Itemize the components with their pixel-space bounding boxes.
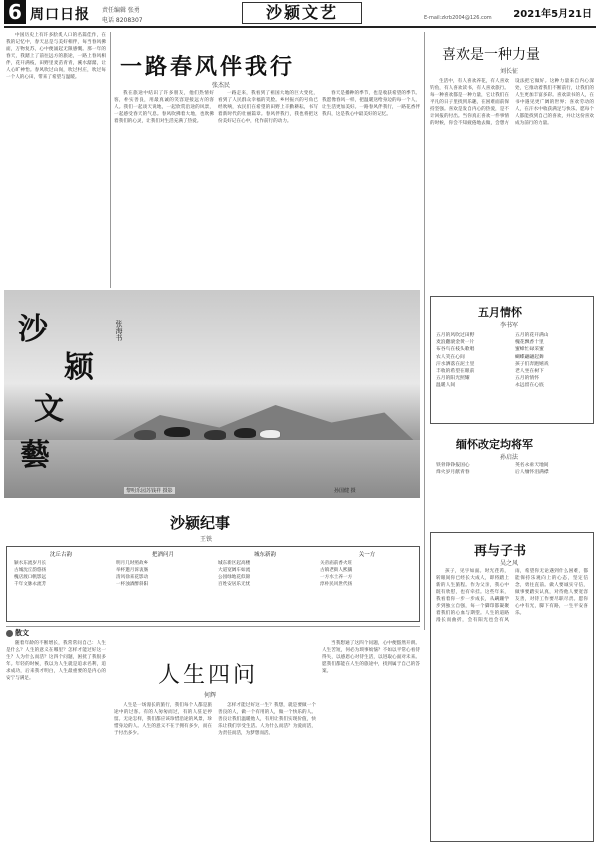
letter-title: 再与子书 (474, 544, 527, 559)
poem-line: 颍水东流岁月长 (14, 561, 47, 566)
essay-body (430, 78, 594, 286)
page-number: 6 (4, 0, 26, 24)
shaying-group-2 (116, 550, 210, 620)
calligraphy-signature: 张海书 (115, 320, 123, 341)
poem-line: 淳朴民风世代扬 (320, 582, 353, 587)
prose-section-label-text: 散文 (15, 628, 29, 637)
contact-email: E-mail:zkrb2004@126.com (424, 15, 492, 21)
poem-line: 英名永垂天地间 (515, 463, 549, 468)
poem-resolve-author: 孙启法 (500, 454, 519, 461)
essay-author: 刘长征 (500, 68, 519, 75)
poem-line: 清风徐来花影动 (116, 575, 149, 580)
poem-line: 古城沈丘韵悠扬 (14, 568, 47, 573)
editor-contact: 电话 8208307 (102, 17, 143, 24)
poem-line: 农人笑在心间 (436, 354, 465, 360)
photo-caption: 黎明乐园苏钱祥 摄影 (126, 488, 173, 494)
lead-col-4 (322, 90, 420, 288)
issue-date: 2021年5月21日 (513, 9, 592, 20)
pen-icon (6, 630, 13, 637)
poem-line: 蝴蝶翩翩起舞 (515, 354, 544, 360)
prose-col-4-text: 当我想通了这四个问题，心中便豁然开朗。人生苦短，何必为琐事烦恼？不如以平常心看待得失，以感恩心对待生活，以进取心面对未来。愿我们都能在人生的旅途中，找到属于自己的答案。 (322, 641, 420, 674)
poem-line: 一方水土养一方 (320, 575, 353, 580)
section-title: 沙颍文艺 (242, 2, 362, 24)
poem-may-title: 五月情怀 (478, 306, 522, 319)
masthead (4, 0, 596, 28)
poem-line: 孩子们奔跑嬉戏 (515, 361, 549, 367)
lead-col-4-text: 春天是播种的季节，也是收获希望的季节。我愿像春风一样，把温暖送给身边的每一个人，让生活更加美好。一路春风伴我行，一路花香伴我归，这是我心中最美好的记忆。 (322, 91, 420, 117)
poem-line: 古镇老街人熙攘 (320, 568, 353, 573)
poem-line: 蜜蜂忙碌采蜜 (515, 347, 544, 353)
poem-line: 公园绿地花似锦 (218, 575, 251, 580)
poem-may-lines (436, 332, 588, 390)
letter-body (436, 568, 588, 838)
lead-col-1-text: 中国历史上有许多脍炙人口的名篇佳作，在我的记忆中，春天总是与美好相伴，每当春风拂面，万物复苏，心中便涌起无限感慨。那一年的春天，我踏上了前往远方的旅途，一路上春风相伴，花开满枝，田野里麦苗青青，溪水潺潺，让人心旷神怡。春风吹过山岗，吹过村庄，吹过每一个人的心田，带来了希望与温暖。 (6, 33, 106, 80)
poem-line: 关帝庙前香火旺 (320, 561, 353, 566)
poem-line: 温暖人间 (436, 383, 456, 389)
poem-line: 明月几时照故乡 (116, 561, 149, 566)
poem-line: 千年文脉永流芳 (14, 582, 47, 587)
prose-author: 何辉 (204, 692, 217, 699)
calligraphy-sha: 沙 (18, 312, 48, 347)
paper-name: 周口日报 (30, 7, 90, 23)
poem-line: 布谷鸟在枝头歌唱 (436, 347, 475, 353)
prose-col-2 (114, 702, 212, 842)
poem-line: 汗水洒落在泥土里 (436, 361, 475, 367)
letter-author: 吴之风 (500, 560, 519, 567)
photo-credit: 孙国健 摄 (334, 488, 356, 494)
lead-col-3-text: 一路走来，我看到了祖国大地的巨大变化，看到了人民群众幸福的笑脸。乡村振兴的号角已经吹响，农民们在希望的田野上辛勤耕耘，书写着新时代的壮丽篇章。春风伴我行，我也将把这份美好记在心中，化作前行的动力。 (218, 91, 318, 124)
poem-resolve-title: 缅怀改定均将军 (456, 438, 533, 451)
poem-line: 老人坐在树下 (515, 369, 544, 375)
editor-line: 责任编辑 张勇 (102, 7, 140, 14)
shaying-group-4 (320, 550, 414, 620)
lead-author: 张杰民 (212, 82, 231, 89)
essay-title: 喜欢是一种力量 (442, 47, 540, 63)
poem-line: 烽火岁月献青春 (436, 470, 470, 476)
calligraphy-wen: 文 (34, 392, 64, 427)
poem-line: 城东新区起高楼 (218, 561, 251, 566)
poem-line: 麦浪翻滚金黄一片 (436, 340, 475, 346)
prose-col-2-text: 人生是一场漫长的旅行，我们每个人都是旅途中的过客。有的人匆匆而过，有的人驻足停留。无论怎样，我们都应该珍惜沿途的风景，珍惜身边的人。人生的意义不在于拥有多少，而在于付出多少。 (114, 703, 212, 736)
calligraphy-ying: 颍 (64, 350, 94, 385)
lead-col-2 (114, 90, 214, 288)
prose-col-4 (322, 640, 420, 842)
poem-line: 五月的花开满山 (515, 333, 549, 338)
shaying-group-1 (14, 550, 108, 620)
shaying-title: 沙颍纪事 (170, 514, 231, 532)
lead-title: 一路春风伴我行 (120, 54, 296, 80)
poem-line: 大道宽阔车如流 (218, 568, 251, 573)
poem-line: 举杯邀月诉衷肠 (116, 568, 149, 573)
poem-line: 五月的阳光照耀 (436, 376, 470, 382)
group-heading: 沈丘古韵 (49, 552, 72, 558)
poem-may-author: 李书军 (500, 322, 519, 329)
poem-line: 五月的风吹过田野 (436, 333, 475, 338)
lead-col-2-text: 我在旅途中结识了许多朋友，他们热情好客，朴实善良，用最真诚的笑容迎接远方的客人。我们一起谈天说地，一起欣赏沿途的风景，一起感受春天的气息。春风吹拂着大地，也吹拂着我们的心灵，让我们对生活充满了热爱。 (114, 91, 214, 124)
prose-col-1 (6, 640, 106, 842)
letter-body-text: 孩子，见字如面。时光荏苒，转眼间你已经长大成人，即将踏上新的人生旅程。作为父亲，我心中既有欣慰，也有牵挂。这些年来，我看着你一步一步成长，从蹒跚学步到独立自强，每一个脚印都凝聚着我们的心血与期望。人生的道路漫长而曲折，会有阳光也会有风雨，希望你无论遇到什么困难，都能保持乐观向上的心态，坚定信念，勇往直前。做人要诚实守信，做事要踏实认真，对待他人要宽容友善，对待工作要尽职尽责。愿你心中有光，脚下有路，一生平安喜乐。 (436, 569, 588, 623)
poem-line: 五月的情怀 (515, 376, 539, 382)
poem-line: 一杯浊酒醉斜阳 (116, 582, 149, 587)
prose-col-3 (218, 702, 316, 842)
prose-col-3-text: 怎样才能过好这一生？我想，就是要做一个善良的人，做一个有用的人，做一个快乐的人。善良让我们温暖他人，有用让我们实现价值，快乐让我们享受生活。人为什么而活？为爱而活，为责任而活，为梦想而活。 (218, 703, 316, 736)
poem-resolve-lines (436, 462, 588, 476)
prose-col-1-text: 随着年龄的不断增长，我常常问自己：人生是什么？人生的意义在哪里？怎样才能过好这一生？人为什么而活？这四个问题，困扰了我很多年。年轻的时候，我以为人生就是追求名利，追求成功，后来我才明白，人生最重要的是内心的安宁与满足。 (6, 641, 106, 681)
group-heading: 关一方 (358, 552, 376, 558)
poem-line: 槐店渡口帆影远 (14, 575, 47, 580)
poem-line: 百姓安居乐无忧 (218, 582, 251, 587)
shaying-group-3 (218, 550, 312, 620)
poem-line: 铁骨铮铮报国心 (436, 463, 470, 468)
calligraphy-yi: 藝 (20, 438, 50, 473)
lead-col-3 (218, 90, 318, 288)
shaying-author: 王铁 (200, 536, 213, 543)
prose-title: 人生四问 (158, 663, 259, 688)
landscape-photo (4, 290, 420, 498)
group-heading: 把酒问月 (151, 552, 174, 558)
essay-body-text: 生活中，有人喜欢养花，有人喜欢钓鱼，有人喜欢读书，有人喜欢旅行。每一种喜欢都是一种力量，它让我们在平凡的日子里找到乐趣，在困难面前保持坚强。喜欢是发自内心的热爱，是不计回报的付出。当你真正喜欢一件事情的时候，你会不知疲倦地去做，会想方设法把它做好。这种力量来自内心深处，它推动着我们不断前行，让我们的人生更加丰富多彩。喜欢读书的人，在书中遇见更广阔的世界；喜欢劳动的人，在汗水中收获满足与快乐。愿每个人都能找到自己的喜欢，并让这份喜欢成为前行的力量。 (430, 79, 594, 126)
poem-line: 丰收的希望在眼前 (436, 369, 475, 375)
poem-line: 永远留在心底 (515, 383, 544, 389)
lead-col-1 (6, 32, 106, 288)
group-heading: 城东新韵 (253, 552, 276, 558)
poem-line: 槐花飘香十里 (515, 340, 544, 346)
prose-section-label (6, 628, 29, 638)
poem-line: 后人缅怀泪满襟 (515, 470, 549, 476)
